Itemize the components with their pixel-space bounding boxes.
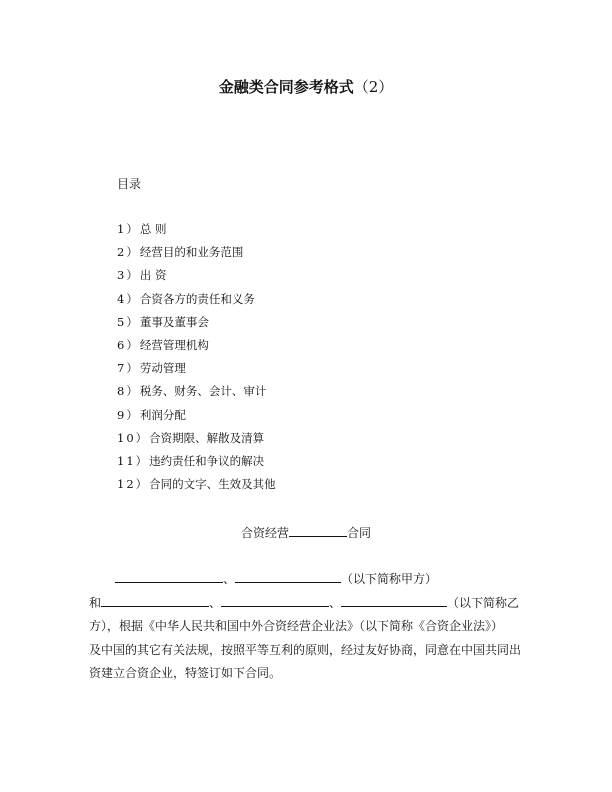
party-a-line: 、 （以下简称甲方） (115, 570, 551, 587)
toc-item: 12）合同的文字、生效及其他 (117, 477, 276, 492)
body-text-line: 方），根据《中华人民共和国中外合资经营企业法》（以下简称《合资企业法》） (89, 619, 504, 633)
party-a-name-blank[interactable] (115, 570, 223, 583)
body-text-line: 及中国的其它有关法规，按照平等互利的原则，经过友好协商，同意在中国共同出 (89, 643, 522, 657)
party-b-name-blank-2[interactable] (221, 594, 329, 607)
toc-item: 1）总 则 (117, 222, 167, 236)
title-main: 金融类合同参考格式 (218, 78, 354, 96)
toc-item: 9）利润分配 (117, 407, 186, 422)
toc-item: 10）合资期限、解散及清算 (117, 430, 265, 445)
toc-item: 3）出 资 (117, 268, 167, 283)
toc-item: 5）董事及董事会 (117, 314, 209, 329)
body-text-line: 资建立合资企业，特签订如下合同。 (89, 666, 282, 680)
toc-item: 8）税务、财务、会计、审计 (117, 384, 267, 399)
toc-item: 11）违约责任和争议的解决 (117, 453, 265, 468)
toc-item: 7）劳动管理 (117, 361, 186, 376)
document-title (0, 76, 612, 97)
party-b-line: 和 、 、 （以下简称乙 (89, 596, 520, 610)
title-suffix: （2） (353, 78, 394, 96)
toc-item: 2）经营目的和业务范围 (117, 245, 244, 260)
party-b-name-blank-3[interactable] (341, 594, 447, 607)
toc-item: 6）经营管理机构 (117, 337, 209, 352)
venture-name-blank[interactable] (289, 524, 347, 537)
toc-item: 4）合资各方的责任和义务 (117, 291, 255, 306)
party-a-name-blank-2[interactable] (235, 570, 341, 583)
toc-heading: 目录 (117, 177, 142, 191)
table-of-contents (117, 222, 276, 500)
party-b-name-blank[interactable] (101, 594, 209, 607)
contract-subtitle: 合资经营 合同 (240, 526, 372, 540)
